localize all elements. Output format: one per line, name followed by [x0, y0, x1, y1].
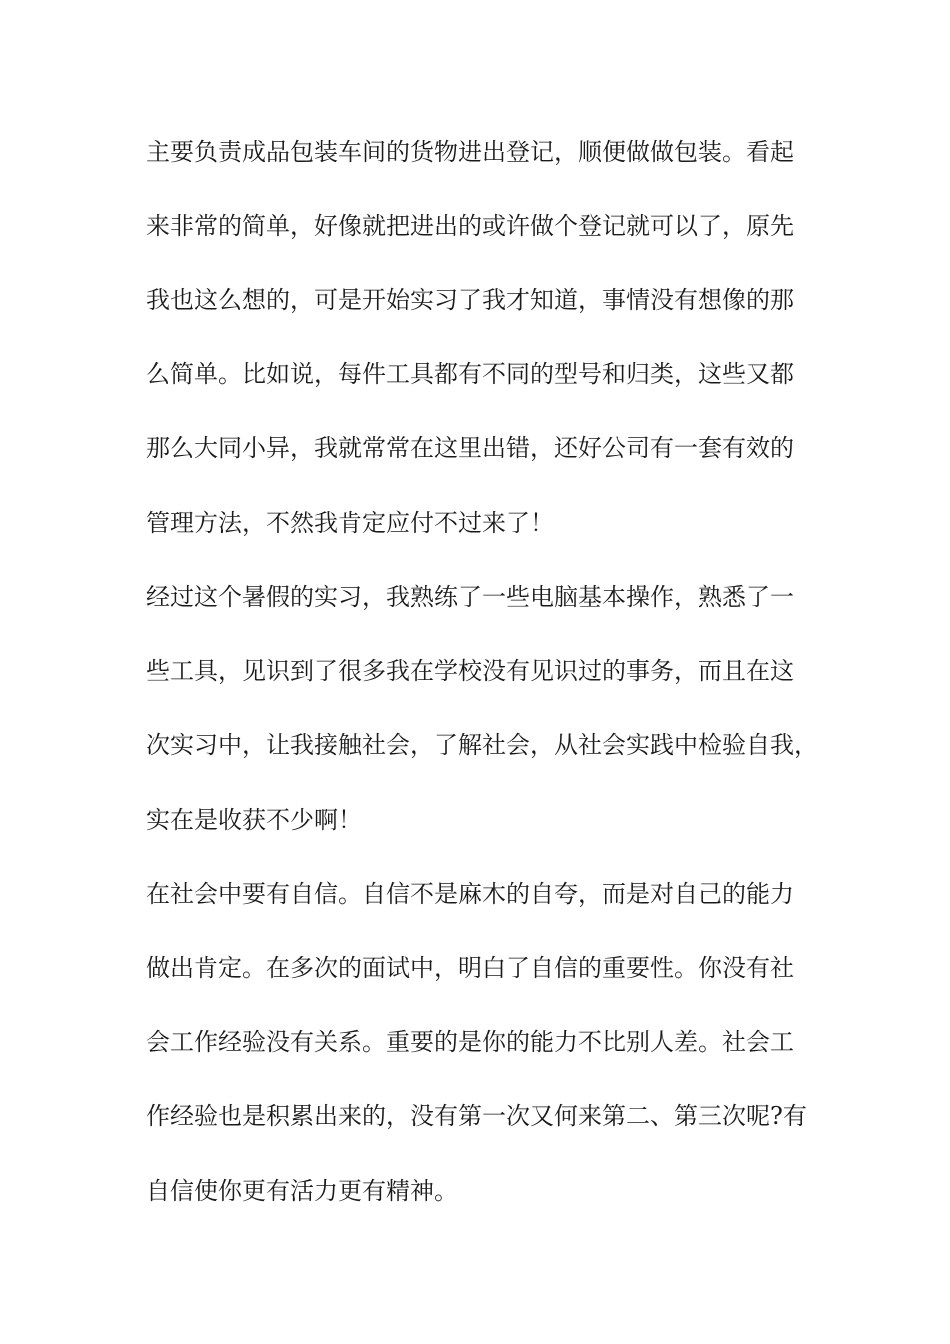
paragraph-2-line-4: 实在是收获不少啊！: [146, 806, 362, 834]
paragraph-3-line-1: 在社会中要有自信。自信不是麻木的自夸，而是对自己的能力: [146, 880, 794, 908]
paragraph-1-line-5: 那么大同小异，我就常常在这里出错，还好公司有一套有效的: [146, 434, 794, 462]
paragraph-1-line-4: 么简单。比如说，每件工具都有不同的型号和归类，这些又都: [146, 360, 794, 388]
paragraph-1-line-6: 管理方法，不然我肯定应付不过来了！: [146, 509, 554, 537]
paragraph-3-line-2: 做出肯定。在多次的面试中，明白了自信的重要性。你没有社: [146, 954, 794, 982]
paragraph-2-line-2: 些工具，见识到了很多我在学校没有见识过的事务，而且在这: [146, 657, 794, 685]
paragraph-1-line-2: 来非常的简单，好像就把进出的或许做个登记就可以了，原先: [146, 212, 794, 240]
paragraph-2-line-1: 经过这个暑假的实习，我熟练了一些电脑基本操作，熟悉了一: [146, 583, 794, 611]
paragraph-3-line-3: 会工作经验没有关系。重要的是你的能力不比别人差。社会工: [146, 1028, 794, 1056]
paragraph-3-line-4: 作经验也是积累出来的，没有第一次又何来第二、第三次呢?有: [146, 1102, 807, 1130]
paragraph-1-line-3: 我也这么想的，可是开始实习了我才知道，事情没有想像的那: [146, 286, 794, 314]
paragraph-2-line-3: 次实习中，让我接触社会，了解社会，从社会实践中检验自我，: [146, 731, 818, 759]
paragraph-3-line-5: 自信使你更有活力更有精神。: [146, 1177, 458, 1205]
paragraph-1-line-1: 主要负责成品包装车间的货物进出登记，顺便做做包装。看起: [146, 138, 794, 166]
